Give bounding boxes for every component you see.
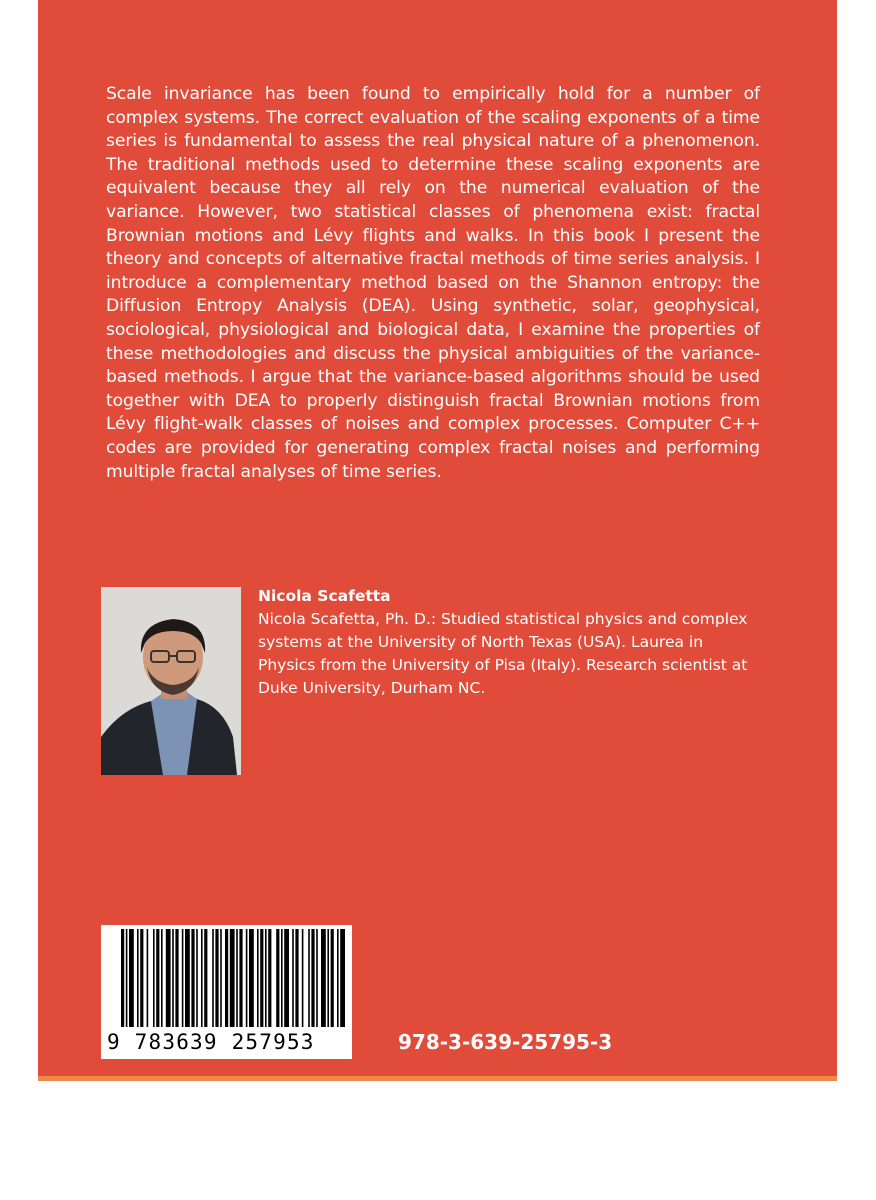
barcode-bar xyxy=(147,929,149,1027)
barcode-bar xyxy=(172,929,174,1027)
barcode-bar xyxy=(331,929,334,1027)
author-bio: Nicola Scafetta, Ph. D.: Studied statistical physics and complex systems at the University of North Texas (USA). Laurea in Physics from the University of Pisa (Italy). Research scientist at Duke University, Durham NC. xyxy=(258,610,748,697)
barcode-bar xyxy=(137,929,139,1027)
barcode-bar xyxy=(239,929,242,1027)
barcode-bar xyxy=(284,929,289,1027)
barcode-bar xyxy=(295,929,298,1027)
isbn-barcode xyxy=(101,925,352,1059)
barcode-bar xyxy=(260,929,263,1027)
isbn-number: 978-3-639-25795-3 xyxy=(398,1030,613,1054)
barcode-bar xyxy=(230,929,235,1027)
barcode-bar xyxy=(276,929,279,1027)
barcode-bar xyxy=(161,929,163,1027)
barcode-bar xyxy=(204,929,207,1027)
barcode-bar xyxy=(236,929,238,1027)
barcode-bar xyxy=(126,929,128,1027)
cover-bottom-stripe xyxy=(38,1076,837,1081)
barcode-bar xyxy=(156,929,159,1027)
barcode-bar xyxy=(220,929,222,1027)
barcode-bar xyxy=(311,929,314,1027)
barcode-bar xyxy=(196,929,198,1027)
barcode-digits: 9 783639 257953 xyxy=(107,1030,315,1054)
barcode-bar xyxy=(265,929,267,1027)
book-description: Scale invariance has been found to empirically hold for a number of complex systems. The correct evaluation of the scaling exponents of a time series is fundamental to assess the real physical nature of a phenomenon. The traditional methods used to determine these scaling exponents are equivalent because they all rely on the numerical evaluation of the variance. However, two statistical classes of phenomena exist: fractal Brownian motions and Lévy flights and walks. In this book I present the theory and concepts of alternative fractal methods of time series analysis. I introduce a complementary method based on the Shannon entropy: the Diffusion Entropy Analysis (DEA). Using synthetic, solar, geophysical, sociological, physiological and biological data, I examine the properties of these methodologies and discuss the physical ambiguities of the variance-based methods. I argue that the variance-based algorithms should be used together with DEA to properly distinguish fractal Brownian motions from Lévy flight-walk classes of noises and complex processes. Computer C++ codes are provided for generating complex fractal noises and performing multiple fractal analyses of time series. xyxy=(106,84,760,482)
barcode-bar xyxy=(316,929,318,1027)
barcode-bar xyxy=(340,929,345,1027)
barcode-bar xyxy=(308,929,310,1027)
barcode-bar xyxy=(337,929,339,1027)
barcode-bar xyxy=(212,929,214,1027)
barcode-bar xyxy=(302,929,304,1027)
author-photo xyxy=(101,587,241,775)
barcode-bar xyxy=(281,929,283,1027)
barcode-bar xyxy=(140,929,143,1027)
barcode-bar xyxy=(246,929,248,1027)
barcode-bar xyxy=(257,929,259,1027)
barcode-bar xyxy=(249,929,254,1027)
barcode-bar xyxy=(182,929,184,1027)
barcode-bars xyxy=(101,925,352,1029)
barcode-bar xyxy=(129,929,134,1027)
author-name: Nicola Scafetta xyxy=(258,587,391,605)
barcode-bar xyxy=(153,929,155,1027)
barcode-bar xyxy=(191,929,194,1027)
barcode-bar xyxy=(321,929,326,1027)
barcode-bar xyxy=(225,929,228,1027)
barcode-bar xyxy=(175,929,178,1027)
barcode-bar xyxy=(185,929,190,1027)
barcode-bar xyxy=(166,929,171,1027)
barcode-bar xyxy=(201,929,203,1027)
barcode-bar xyxy=(121,929,124,1027)
barcode-bar xyxy=(292,929,294,1027)
barcode-bar xyxy=(215,929,218,1027)
barcode-bar xyxy=(327,929,329,1027)
barcode-bar xyxy=(268,929,271,1027)
